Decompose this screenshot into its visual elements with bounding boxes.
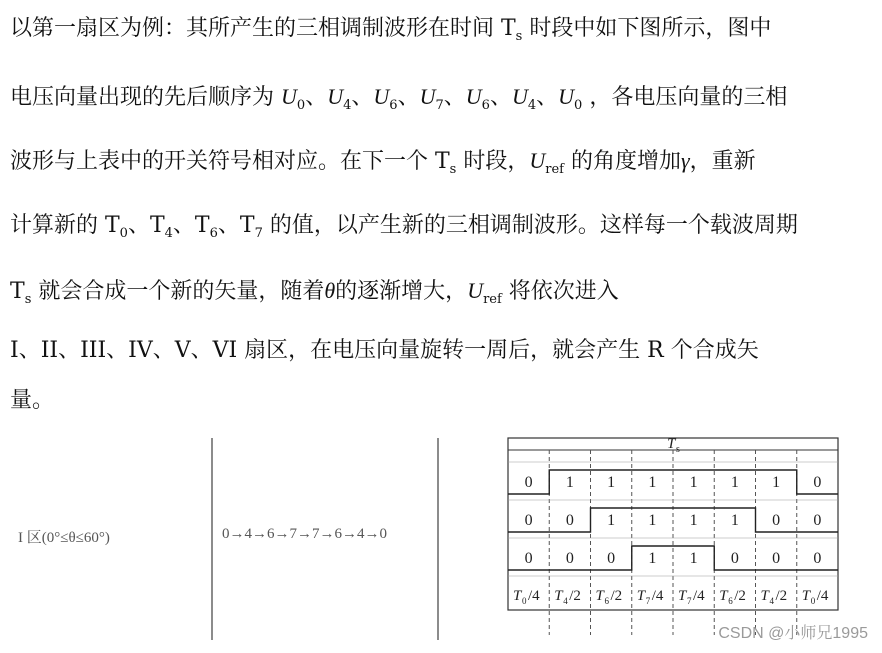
paragraph-line-7 (10, 386, 876, 416)
vector-separator: 、 (305, 85, 328, 110)
vector-symbol: U (373, 84, 390, 109)
vector-subscript: 4 (527, 98, 537, 113)
line3-text-c: 的角度增加 (563, 149, 681, 174)
period-subscript: s (676, 444, 680, 455)
time-label: T (801, 588, 811, 604)
paragraph-line-6 (10, 336, 876, 366)
line5-text-b: 就会合成一个新的矢量，随着 (31, 279, 325, 304)
switch-value: 0 (772, 512, 781, 529)
time-label-denominator: /2 (734, 588, 746, 604)
switch-value: 0 (813, 512, 822, 529)
switch-value: 1 (772, 474, 781, 491)
time-label-subscript: 7 (645, 596, 651, 606)
switch-value: 1 (648, 512, 657, 529)
switch-value: 1 (607, 512, 616, 529)
line4-sub-7: 7 (254, 226, 263, 241)
line5-sub: s (24, 292, 32, 307)
paragraph-line-4 (10, 211, 876, 249)
line5-text-c: 的逐渐增大， (335, 279, 468, 304)
switch-value: 1 (689, 474, 698, 491)
vector-symbol: U (327, 84, 344, 109)
time-label: T (636, 588, 646, 604)
line3-text-b: 时段， (456, 149, 530, 174)
vector-order-sequence: 0→4→6→7→7→6→4→0 (222, 526, 387, 542)
time-label-subscript: 4 (769, 596, 774, 606)
paragraph-line-5 (10, 276, 876, 315)
gamma-symbol: γ (680, 148, 690, 173)
switch-value: 0 (813, 550, 822, 567)
paragraph-line-1 (10, 14, 876, 52)
switch-value: 0 (524, 474, 533, 491)
line3-text-d: ，重新 (689, 149, 756, 174)
line2-suffix: ，各电压向量的三相 (589, 85, 788, 110)
uref-sub: ref (545, 162, 564, 177)
vector-symbol: U (558, 84, 575, 109)
switch-value: 1 (565, 474, 574, 491)
time-label-denominator: /4 (693, 588, 705, 604)
vector-subscript: 6 (389, 98, 398, 113)
vector-symbol: U (465, 84, 482, 109)
line4-text-b: 的值，以产生新的三相调制波形。这样每一个载波周期 (262, 213, 798, 238)
vector-symbol: U (419, 84, 436, 109)
line4-t6: 、T (172, 213, 210, 238)
line4-text-a: 计算新的 T (10, 213, 120, 238)
time-label-denominator: /2 (569, 588, 581, 604)
line7-text: 量。 (10, 388, 55, 413)
vector-subscript: 7 (435, 98, 444, 113)
line1-text-a: 以第一扇区为例：其所产生的三相调制波形在时间 T (10, 16, 516, 41)
switch-value: 1 (648, 550, 657, 567)
vector-sequence (281, 84, 583, 113)
switch-value: 1 (689, 550, 698, 567)
line3-sub: s (449, 162, 457, 177)
switch-value: 0 (565, 512, 574, 529)
time-label-subscript: 0 (522, 596, 527, 606)
watermark: CSDN @小师兄1995 (718, 625, 868, 642)
time-label-denominator: /4 (816, 588, 829, 604)
vector-subscript: 6 (481, 98, 490, 113)
switch-value: 0 (813, 474, 822, 491)
switch-value: 0 (772, 550, 781, 567)
vector-symbol: U (511, 84, 528, 109)
paragraph-line-2 (10, 82, 876, 121)
time-label-denominator: /2 (775, 588, 788, 604)
time-label: T (513, 588, 522, 604)
vector-subscript: 0 (574, 98, 583, 113)
line5-text-a: T (10, 279, 25, 304)
line4-sub-4: 4 (164, 226, 173, 241)
switch-value: 1 (607, 474, 616, 491)
time-label-denominator: /2 (610, 588, 623, 604)
time-label: T (678, 588, 687, 604)
vector-subscript: 4 (343, 98, 352, 113)
line4-sub-6: 6 (209, 226, 218, 241)
time-label: T (719, 588, 728, 604)
line1-text-b: 时段中如下图所示，图中 (522, 16, 772, 41)
time-label-subscript: 0 (810, 596, 816, 606)
line2-prefix: 电压向量出现的先后顺序为 (10, 85, 275, 110)
uref-sub-2: ref (483, 292, 502, 307)
theta-symbol: θ (324, 278, 336, 303)
time-label-subscript: 4 (563, 596, 568, 606)
sector-label: I 区(0°≤θ≤60°) (18, 530, 110, 546)
line3-text-a: 波形与上表中的开关符号相对应。在下一个 T (10, 149, 450, 174)
line4-sub-0: 0 (119, 226, 128, 241)
vector-separator: 、 (443, 85, 466, 110)
switch-value: 0 (524, 512, 533, 529)
switch-value: 1 (689, 512, 698, 529)
time-label: T (760, 588, 769, 604)
time-label-subscript: 6 (728, 596, 733, 606)
line4-t7: 、T (217, 213, 255, 238)
vector-separator: 、 (351, 85, 374, 110)
uref-symbol: U (529, 148, 546, 173)
time-label-denominator: /4 (528, 588, 540, 604)
switch-value: 0 (565, 550, 574, 567)
vector-symbol: U (281, 84, 297, 109)
switch-value: 0 (607, 550, 616, 567)
switch-value: 1 (648, 474, 657, 491)
time-label-denominator: /4 (651, 588, 664, 604)
switch-value: 0 (730, 550, 739, 567)
vector-separator: 、 (397, 85, 420, 110)
vector-subscript: 0 (296, 98, 306, 113)
time-label-subscript: 6 (604, 596, 609, 606)
line4-t4: 、T (127, 213, 165, 238)
switch-value: 1 (730, 512, 739, 529)
line5-text-d: 将依次进入 (501, 279, 619, 304)
line6-text: I、II、III、IV、V、VI 扇区，在电压向量旋转一周后，就会产生 R 个合成矢 (10, 338, 759, 363)
time-label: T (595, 588, 604, 604)
sector-table-figure (0, 430, 882, 649)
line1-sub: s (515, 29, 523, 44)
vector-separator: 、 (536, 85, 559, 110)
vector-separator: 、 (489, 85, 512, 110)
switch-value: 0 (524, 550, 533, 567)
uref-symbol-2: U (467, 278, 484, 303)
paragraph-line-3 (10, 146, 876, 185)
period-label: T (667, 436, 676, 452)
time-label-subscript: 7 (687, 596, 692, 606)
switch-value: 1 (730, 474, 739, 491)
time-label: T (554, 588, 563, 604)
table-svg (0, 430, 882, 649)
